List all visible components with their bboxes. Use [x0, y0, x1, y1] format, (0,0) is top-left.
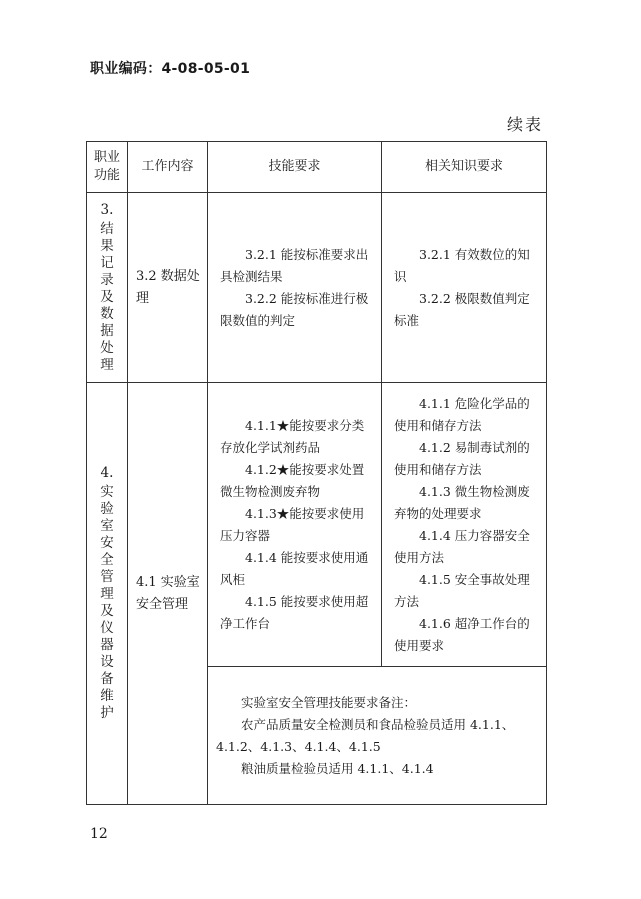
skill-item: 4.1.1★能按要求分类存放化学试剂药品: [220, 417, 365, 455]
skills-cell: [208, 383, 382, 667]
header-cell-knowledge: 相关知识要求: [382, 142, 547, 193]
knowledge-item: 4.1.1 危险化学品的使用和储存方法: [394, 395, 530, 433]
knowledge-item: 4.1.5 安全事故处理方法: [394, 571, 530, 609]
note-line: 实验室安全管理技能要求备注：: [241, 694, 417, 710]
knowledge-item: 4.1.4 压力容器安全使用方法: [394, 527, 530, 565]
function-name: 结果记录及数据处理: [100, 220, 114, 373]
function-number: 3.: [100, 201, 114, 218]
header-cell-skills: 技能要求: [208, 142, 382, 193]
function-cell: [87, 383, 128, 805]
function-name: 实验室安全管理及仪器设备维护: [100, 484, 114, 721]
skill-item: 4.1.2★能按要求处置微生物检测废弃物: [220, 461, 365, 499]
knowledge-item: 4.1.3 微生物检测废弃物的处理要求: [394, 483, 530, 521]
skill-item: 3.2.2 能按标准进行极限数值的判定: [220, 290, 369, 328]
knowledge-cell: [382, 383, 547, 667]
header-cell-function: 职业功能: [87, 142, 128, 193]
header-cell-work: 工作内容: [128, 142, 208, 193]
skill-item: 3.2.1 能按标准要求出具检测结果: [220, 246, 369, 284]
knowledge-cell: [382, 193, 547, 383]
knowledge-item: 4.1.6 超净工作台的使用要求: [394, 615, 530, 653]
note-cell: [208, 667, 547, 805]
skills-cell: [208, 193, 382, 383]
skills-table: [86, 141, 547, 805]
knowledge-item: 3.2.2 极限数值判定标准: [394, 290, 530, 328]
skill-item: 4.1.4 能按要求使用通风柜: [220, 549, 369, 587]
occupation-code: 职业编码：4-08-05-01: [90, 61, 251, 77]
knowledge-item: 4.1.2 易制毒试剂的使用和储存方法: [394, 439, 530, 477]
knowledge-item: 3.2.1 有效数位的知识: [394, 246, 530, 284]
page-number: 12: [90, 826, 108, 842]
work-content-cell: 4.1 实验室安全管理: [128, 383, 208, 805]
note-line: 粮油质量检验员适用 4.1.1、4.1.4: [241, 760, 434, 776]
table-row: [87, 193, 547, 383]
table-header-row: [87, 142, 547, 193]
skill-item: 4.1.5 能按要求使用超净工作台: [220, 593, 369, 631]
function-cell: [87, 193, 128, 383]
table-row: [87, 383, 547, 667]
work-content-cell: 3.2 数据处理: [128, 193, 208, 383]
note-line: 农产品质量安全检测员和食品检验员适用 4.1.1、4.1.2、4.1.3、4.1.4、4.1.5: [216, 716, 515, 754]
skill-item: 4.1.3★能按要求使用压力容器: [220, 505, 365, 543]
function-number: 4.: [100, 465, 114, 481]
continued-label: 续表: [506, 115, 543, 134]
